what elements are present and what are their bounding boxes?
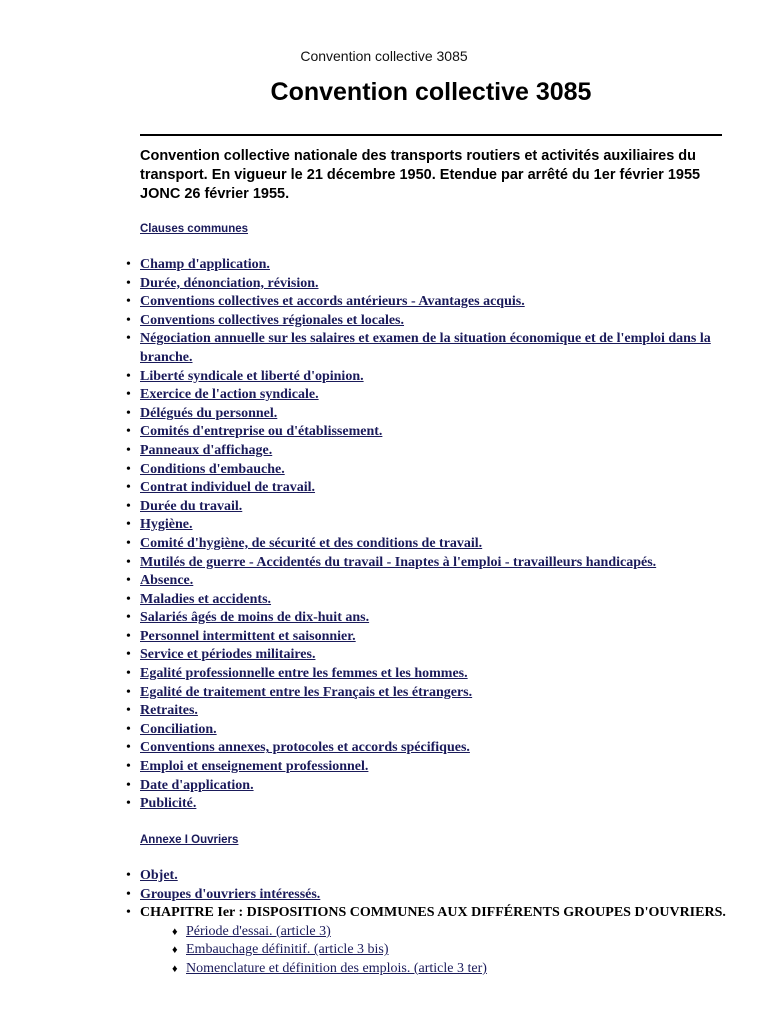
- toc-list-item: [126, 293, 726, 312]
- article-link[interactable]: Nomenclature et définition des emplois. (article 3 ter): [186, 960, 487, 976]
- toc-link[interactable]: Date d'application.: [140, 777, 254, 793]
- toc-list-item: [126, 498, 726, 517]
- toc-link[interactable]: Salariés âgés de moins de dix-huit ans.: [140, 610, 370, 626]
- article-link[interactable]: Période d'essai. (article 3): [186, 923, 331, 939]
- section-link-annexe-ouvriers[interactable]: Annexe I Ouvriers: [140, 834, 239, 846]
- toc-list-item: [126, 516, 726, 535]
- toc-link[interactable]: Panneaux d'affichage.: [140, 442, 273, 458]
- toc-link[interactable]: Conventions collectives et accords antérieurs - Avantages acquis.: [140, 294, 525, 310]
- toc-list-item: [126, 386, 726, 405]
- toc-list-item: [126, 256, 726, 275]
- toc-link[interactable]: Personnel intermittent et saisonnier.: [140, 628, 356, 644]
- toc-list-item: [126, 423, 726, 442]
- toc-list-clauses-communes: [126, 256, 726, 814]
- toc-list-item: [126, 628, 726, 647]
- toc-list-annexe-ouvriers: [126, 867, 726, 979]
- toc-list-item: [126, 572, 726, 591]
- toc-list-item: [126, 886, 726, 905]
- toc-list-item: [126, 758, 726, 777]
- toc-link[interactable]: Comités d'entreprise ou d'établissement.: [140, 424, 383, 440]
- toc-list-item: [126, 368, 726, 387]
- toc-list-item: [126, 535, 726, 554]
- toc-list-item: [126, 442, 726, 461]
- page-caption: Convention collective 3085: [300, 48, 468, 64]
- toc-list-item: [126, 591, 726, 610]
- toc-list-item: [126, 684, 726, 703]
- toc-link[interactable]: Maladies et accidents.: [140, 591, 272, 607]
- toc-link[interactable]: Champ d'application.: [140, 257, 270, 272]
- toc-list-item: [126, 554, 726, 573]
- toc-link[interactable]: Service et périodes militaires.: [140, 647, 316, 663]
- toc-list-item: [126, 867, 726, 886]
- page-title: Convention collective 3085: [270, 78, 592, 106]
- toc-chapter-item: [126, 904, 726, 978]
- toc-list-item: [126, 739, 726, 758]
- toc-link[interactable]: Objet.: [140, 868, 178, 883]
- toc-link[interactable]: Groupes d'ouvriers intéressés.: [140, 886, 321, 902]
- toc-link[interactable]: Conventions annexes, protocoles et accords spécifiques.: [140, 740, 470, 756]
- toc-link[interactable]: Publicité.: [140, 796, 197, 812]
- toc-link[interactable]: Négociation annuelle sur les salaires et examen de la situation économique et de l'emploi dans la branche.: [140, 331, 711, 365]
- chapter-subitem: [172, 960, 726, 979]
- toc-link[interactable]: Retraites.: [140, 703, 198, 719]
- toc-link[interactable]: Conciliation.: [140, 721, 217, 737]
- toc-link[interactable]: Durée, dénonciation, révision.: [140, 275, 319, 291]
- toc-list-item: [126, 461, 726, 480]
- toc-link[interactable]: Mutilés de guerre - Accidentés du travail - Inaptes à l'emploi - travailleurs handicapés.: [140, 554, 657, 570]
- article-link[interactable]: Embauchage définitif. (article 3 bis): [186, 942, 389, 958]
- toc-list-item: [126, 330, 726, 367]
- toc-list-item: [126, 646, 726, 665]
- toc-list-item: [126, 405, 726, 424]
- toc-list-item: [126, 665, 726, 684]
- toc-link[interactable]: Contrat individuel de travail.: [140, 480, 316, 496]
- toc-link[interactable]: Hygiène.: [140, 517, 193, 533]
- toc-list-item: [126, 721, 726, 740]
- toc-link[interactable]: Egalité de traitement entre les Français et les étrangers.: [140, 684, 473, 700]
- toc-list-item: [126, 479, 726, 498]
- toc-link[interactable]: Exercice de l'action syndicale.: [140, 387, 319, 403]
- toc-link[interactable]: Conventions collectives régionales et locales.: [140, 312, 405, 328]
- chapter-subitem: [172, 923, 726, 942]
- title-divider: [140, 134, 722, 136]
- intro-paragraph: Convention collective nationale des transports routiers et activités auxiliaires du transport. En vigueur le 21 décembre 1950. Etendue par arrêté du 1er février 1955 JONC 26 février 1955.: [140, 148, 701, 202]
- toc-link[interactable]: Délégués du personnel.: [140, 405, 278, 421]
- toc-link[interactable]: Absence.: [140, 573, 194, 589]
- toc-list-item: [126, 777, 726, 796]
- toc-link[interactable]: Liberté syndicale et liberté d'opinion.: [140, 368, 364, 384]
- toc-list-item: [126, 609, 726, 628]
- toc-link[interactable]: Comité d'hygiène, de sécurité et des conditions de travail.: [140, 535, 483, 551]
- toc-list-item: [126, 702, 726, 721]
- toc-list-item: [126, 795, 726, 814]
- chapter-sublist: [140, 923, 726, 979]
- chapter-subitem: [172, 941, 726, 960]
- toc-link[interactable]: Conditions d'embauche.: [140, 461, 285, 477]
- toc-list-item: [126, 312, 726, 331]
- toc-link[interactable]: Emploi et enseignement professionnel.: [140, 759, 369, 775]
- toc-link[interactable]: Egalité professionnelle entre les femmes et les hommes.: [140, 666, 468, 682]
- toc-link[interactable]: Durée du travail.: [140, 498, 243, 514]
- section-link-clauses-communes[interactable]: Clauses communes: [140, 223, 249, 235]
- toc-list-item: [126, 275, 726, 294]
- chapter-heading: CHAPITRE Ier : DISPOSITIONS COMMUNES AUX DIFFÉRENTS GROUPES D'OUVRIERS.: [140, 905, 726, 921]
